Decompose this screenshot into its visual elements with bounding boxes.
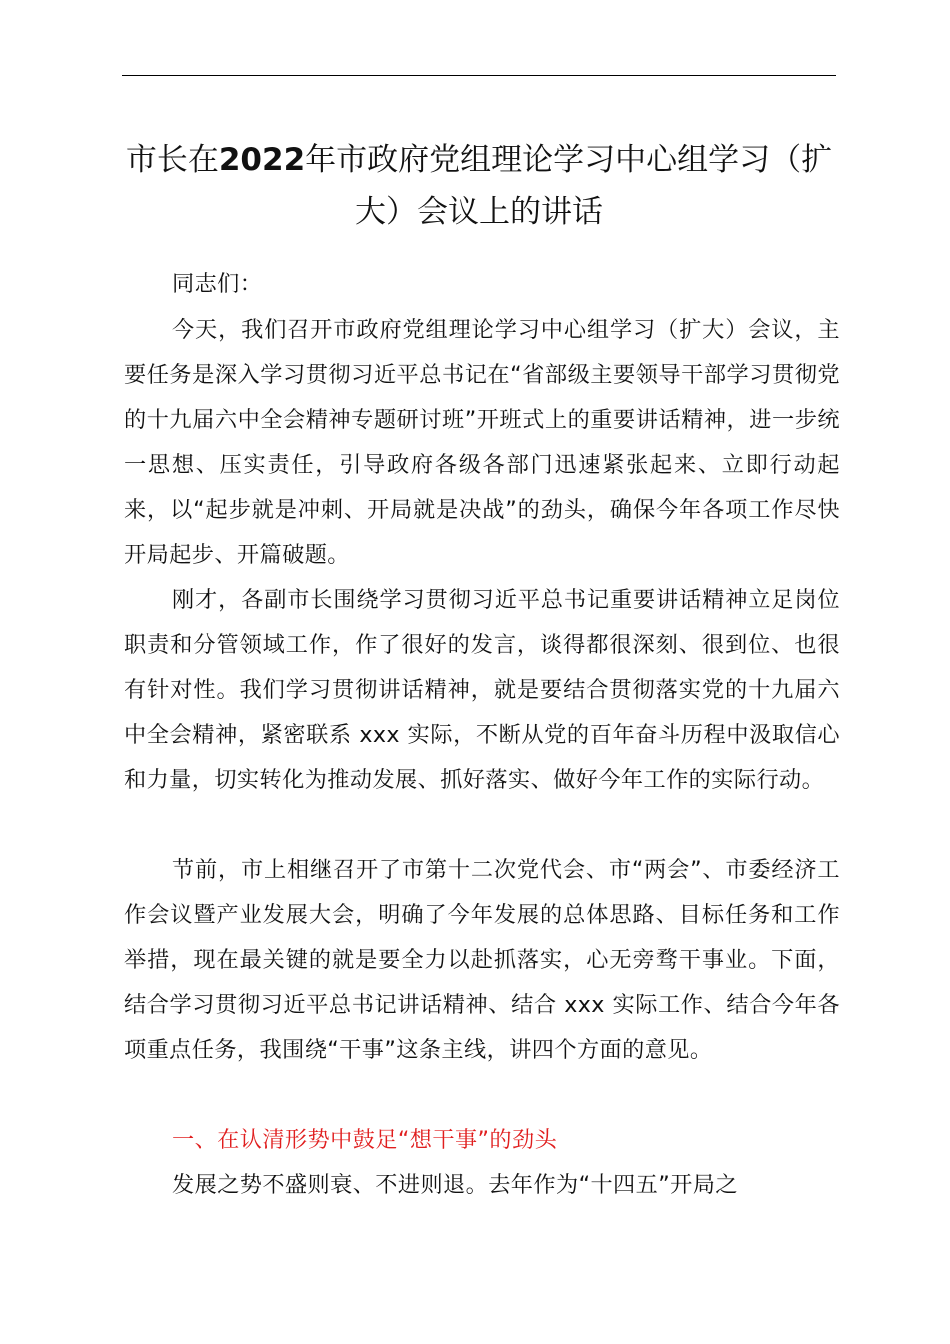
title-prefix: 市长在 <box>125 142 219 178</box>
page-title <box>110 134 848 238</box>
paragraph-2: 刚才，各副市长围绕学习贯彻习近平总书记重要讲话精神立足岗位职责和分管领域工作，作了很好的发言，谈得都很深刻、很到位、也很有针对性。我们学习贯彻讲话精神，就是要结合贯彻落实党的十九届六中全会精神，紧密联系 xxx 实际，不断从党的百年奋斗历程中汲取信心和力量，切实转化为推动发展、抓好落实、做好今年工作的实际行动。 <box>124 587 840 793</box>
salutation: 同志们： <box>172 271 263 297</box>
title-year: 2022 <box>218 142 306 178</box>
paragraph-4: 发展之势不盛则衰、不进则退。去年作为“十四五”开局之 <box>172 1172 738 1198</box>
header-rule <box>122 75 836 76</box>
paragraph-1: 今天，我们召开市政府党组理论学习中心组学习（扩大）会议，主要任务是深入学习贯彻习近平总书记在“省部级主要领导干部学习贯彻党的十九届六中全会精神专题研讨班”开班式上的重要讲话精神，进一步统一思想、压实责任，引导政府各级各部门迅速紧张起来、立即行动起来，以“起步就是冲刺、开局就是决战”的劲头，确保今年各项工作尽快开局起步、开篇破题。 <box>124 317 840 568</box>
title-suffix: 年市政府党组理论学习中心组学习（扩大）会议上的讲话 <box>305 142 833 230</box>
section-heading-1: 一、在认清形势中鼓足“想干事”的劲头 <box>172 1127 558 1153</box>
paragraph-3: 节前，市上相继召开了市第十二次党代会、市“两会”、市委经济工作会议暨产业发展大会，明确了今年发展的总体思路、目标任务和工作举措，现在最关键的就是要全力以赴抓落实，心无旁骛干事业。下面，结合学习贯彻习近平总书记讲话精神、结合 xxx 实际工作、结合今年各项重点任务，我围绕“干事”这条主线，讲四个方面的意见。 <box>124 857 840 1063</box>
